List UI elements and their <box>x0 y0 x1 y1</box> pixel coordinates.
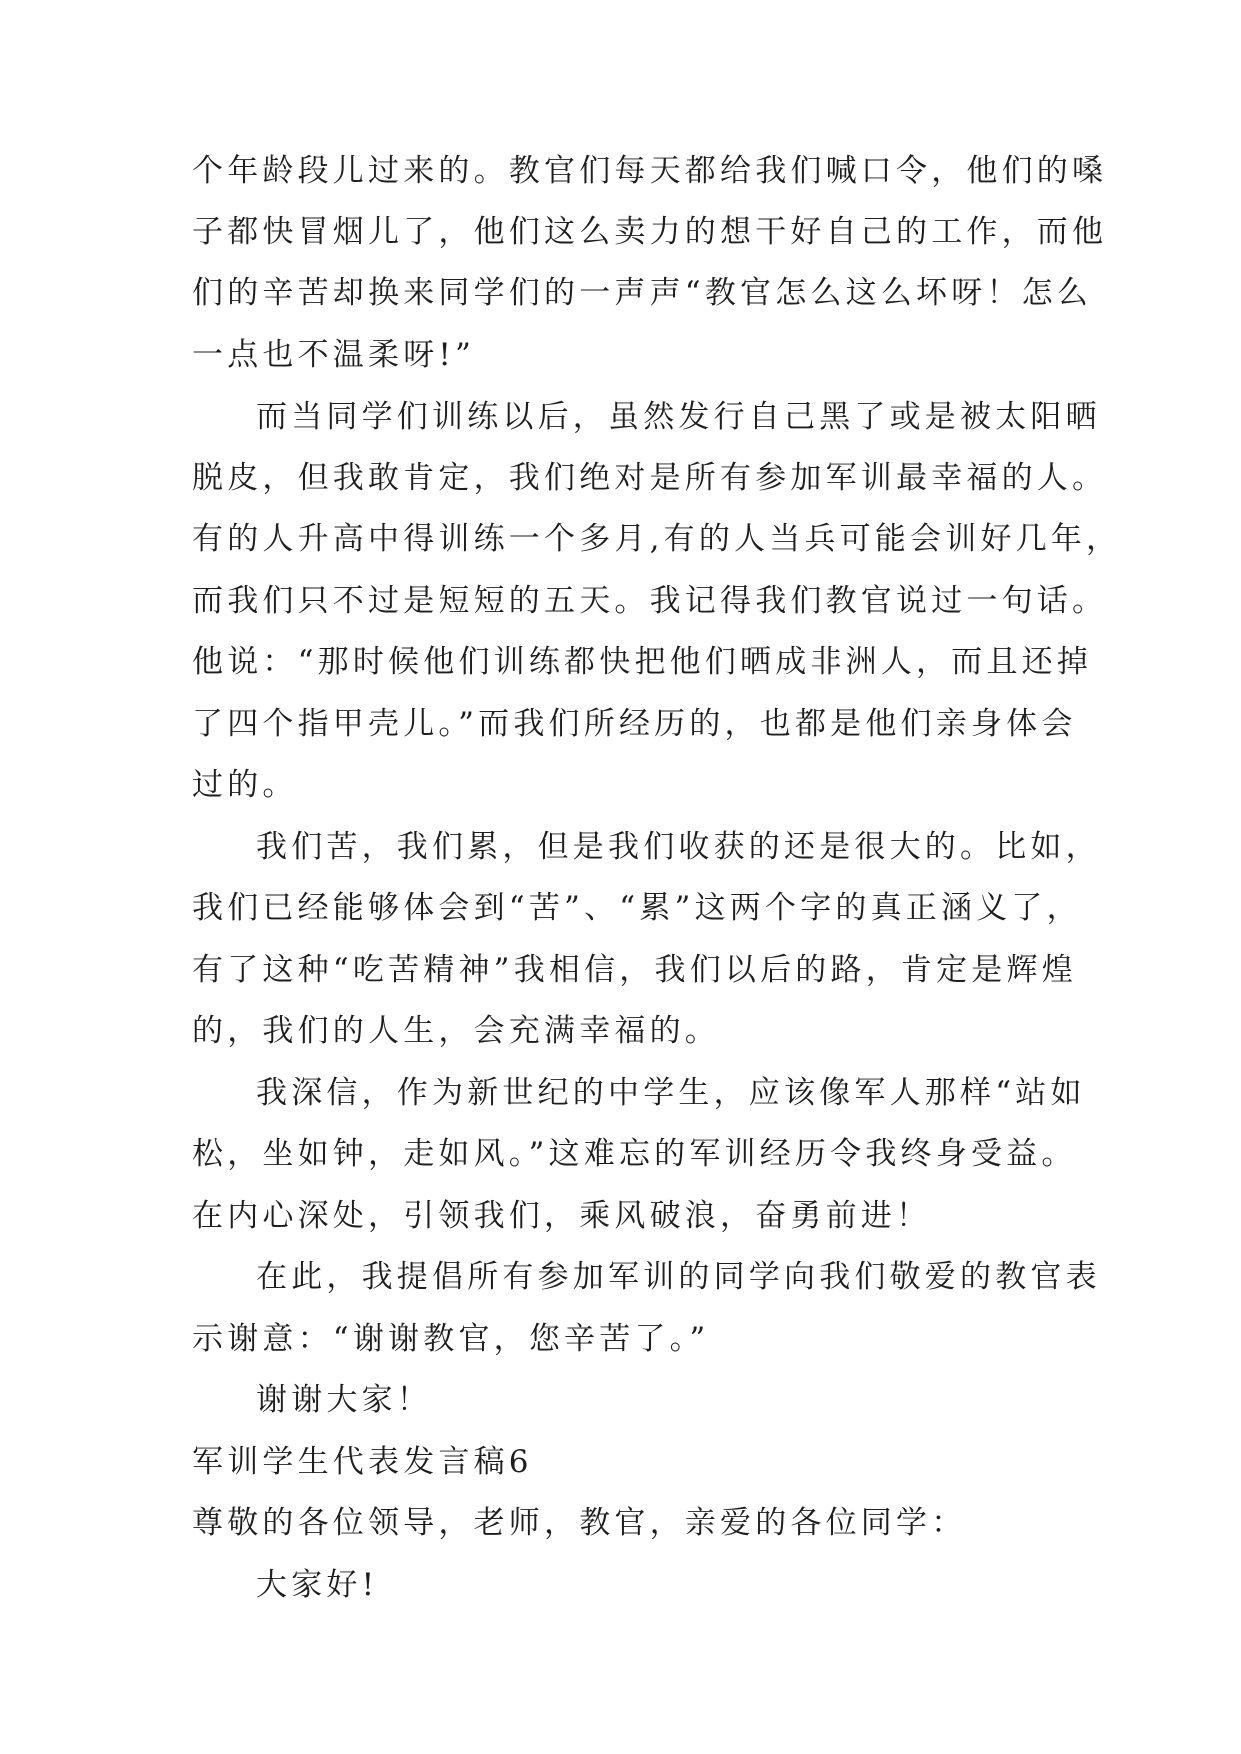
greeting: 大家好! <box>256 1567 379 1603</box>
paragraph-line: 个年龄段儿过来的。教官们每天都给我们喊口令，他们的嗓 <box>192 153 1108 189</box>
paragraph-line: 我们已经能够体会到“苦”、“累”这两个字的真正涵义了， <box>192 890 1082 926</box>
paragraph-line: 们的辛苦却换来同学们的一声声“教官怎么这么坏呀！怎么 <box>192 275 1093 311</box>
paragraph-line: 示谢意：“谢谢教官，您辛苦了。” <box>192 1321 710 1357</box>
paragraph-line: 在内心深处，引领我们，乘风破浪，奋勇前进！ <box>192 1198 932 1234</box>
paragraph-line: 我深信，作为新世纪的中学生，应该像军人那样“站如 <box>256 1075 1086 1111</box>
paragraph-line: 谢谢大家！ <box>256 1382 432 1418</box>
paragraph-line: 在此，我提倡所有参加军训的同学向我们敬爱的教官表 <box>256 1259 1101 1295</box>
paragraph-line: 他说：“那时候他们训练都快把他们晒成非洲人，而且还掉 <box>192 644 1093 680</box>
paragraph-line: 一点也不温柔呀!” <box>192 337 476 373</box>
paragraph-line: 而当同学们训练以后，虽然发行自己黑了或是被太阳晒 <box>256 399 1101 435</box>
paragraph-line: 有了这种“吃苦精神”我相信，我们以后的路，肯定是辉煌 <box>192 952 1077 988</box>
paragraph-line: 的，我们的人生，会充满幸福的。 <box>192 1013 720 1049</box>
paragraph-line: 子都快冒烟儿了，他们这么卖力的想干好自己的工作，而他 <box>192 214 1108 250</box>
paragraph-line: 我们苦，我们累，但是我们收获的还是很大的。比如， <box>256 829 1101 865</box>
paragraph-line: 过的。 <box>192 767 298 803</box>
paragraph-line: 了四个指甲壳儿。”而我们所经历的，也都是他们亲身体会 <box>192 706 1077 742</box>
salutation: 尊敬的各位领导，老师，教官，亲爱的各位同学： <box>192 1505 967 1541</box>
paragraph-line: 而我们只不过是短短的五天。我记得我们教官说过一句话。 <box>192 583 1108 619</box>
paragraph-line: 脱皮，但我敢肯定，我们绝对是所有参加军训最幸福的人。 <box>192 460 1108 496</box>
section-title: 军训学生代表发言稿6 <box>192 1444 533 1480</box>
paragraph-line: 松，坐如钟，走如风。”这难忘的军训经历令我终身受益。 <box>192 1136 1077 1172</box>
paragraph-line: 有的人升高中得训练一个多月,有的人当兵可能会训好几年， <box>192 521 1122 557</box>
